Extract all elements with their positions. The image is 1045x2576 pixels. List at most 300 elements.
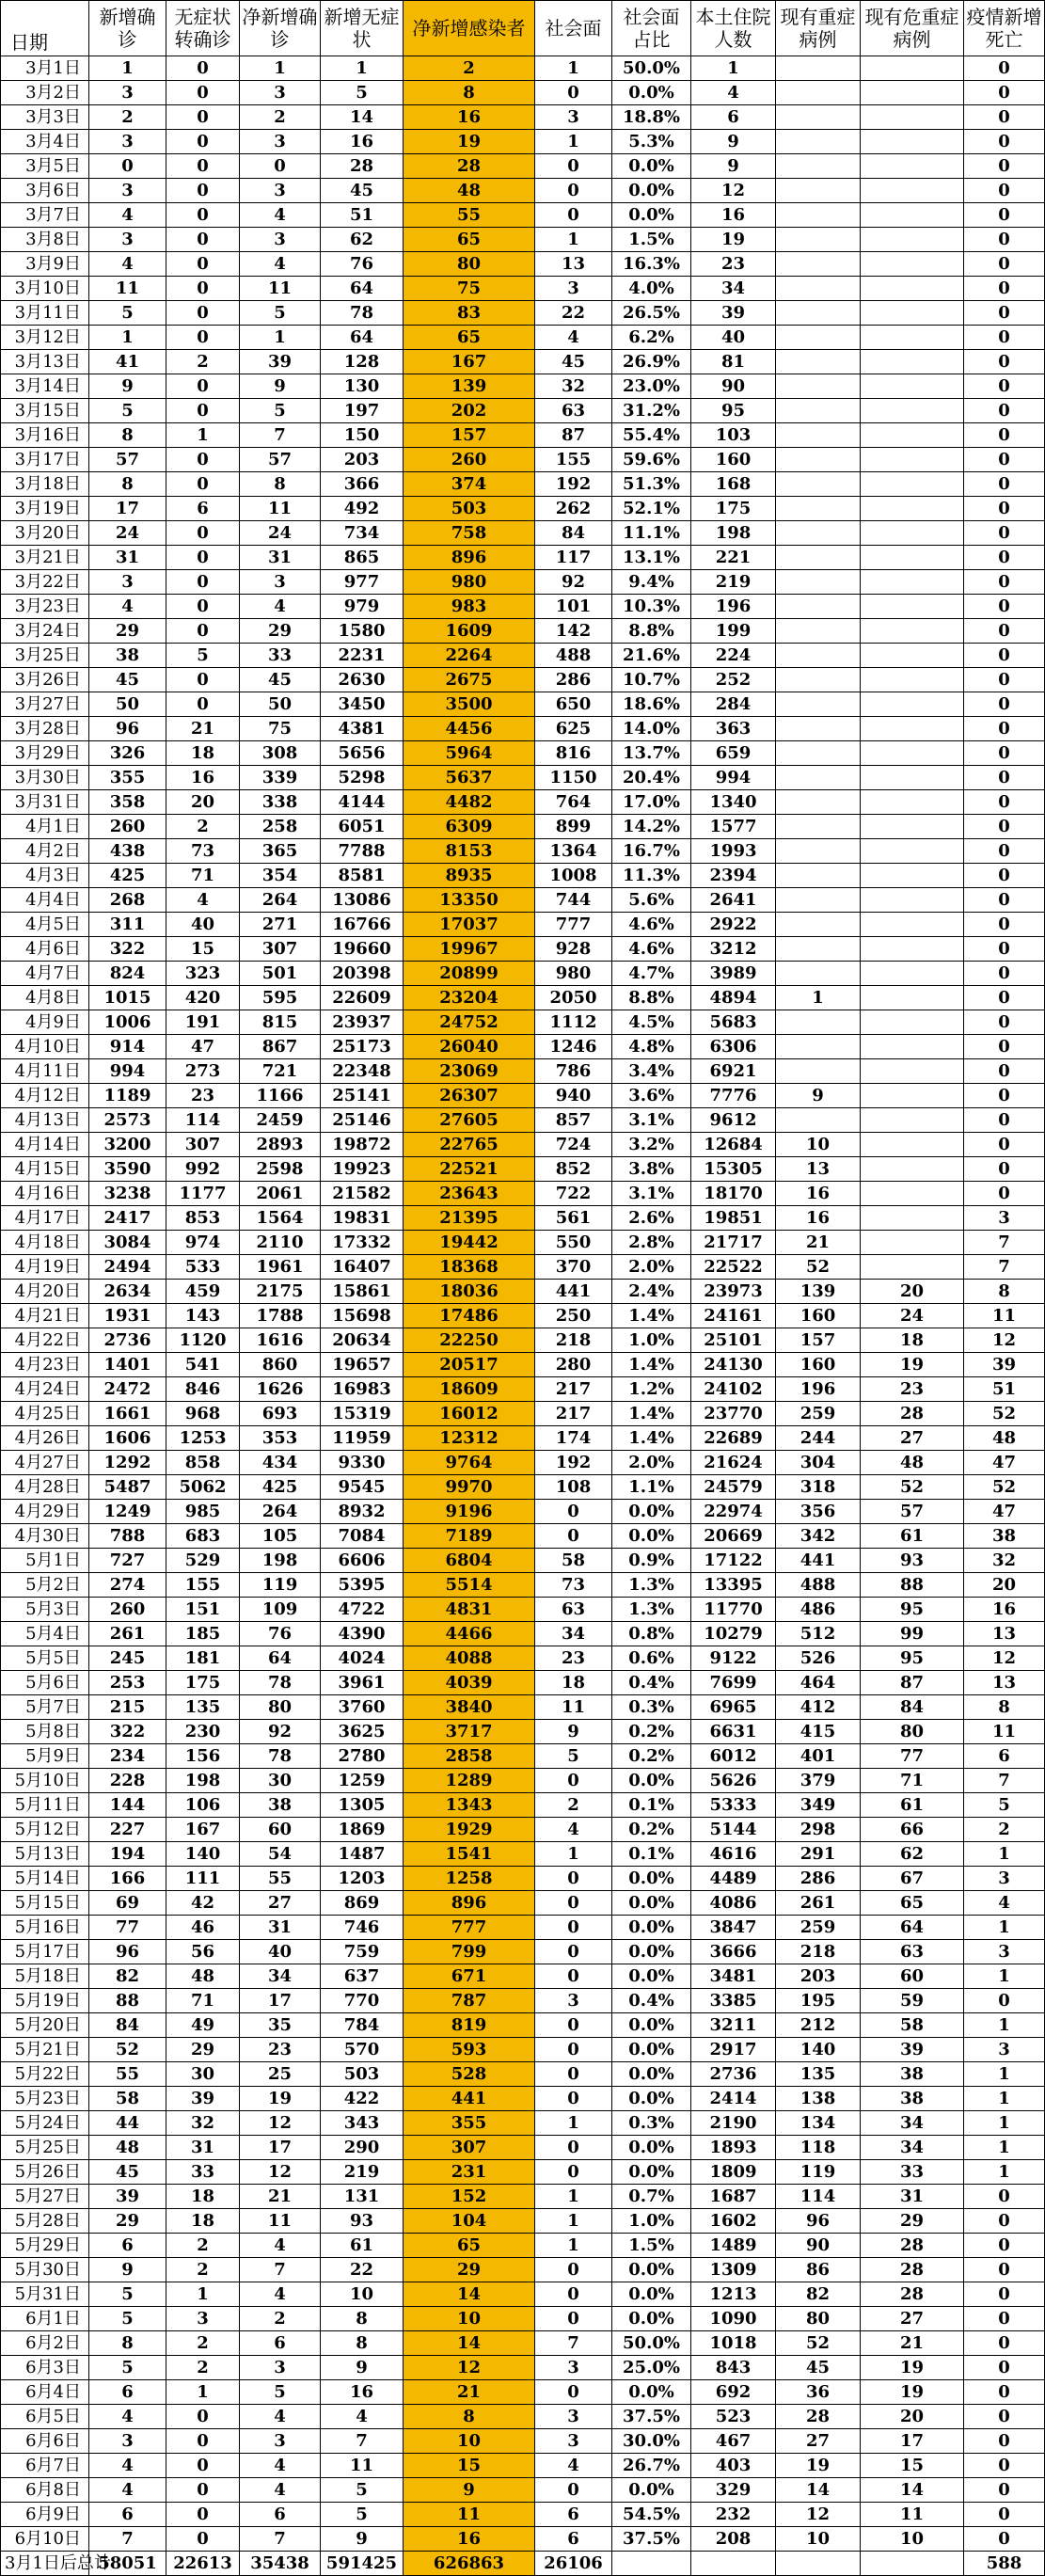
- cell-date: 4月1日: [1, 815, 89, 839]
- cell-severe-cases: [776, 423, 861, 448]
- cell-net-new-confirmed: 258: [240, 815, 321, 839]
- cell-community-ratio: 0.0%: [612, 1964, 691, 1989]
- cell-new-confirmed: 96: [89, 717, 166, 741]
- cell-new-asymptomatic: 3961: [321, 1671, 404, 1695]
- header-critical-cases: 现有危重症病例: [861, 1, 964, 56]
- cell-local-hospitalized: 81: [691, 350, 776, 374]
- cell-date: 4月11日: [1, 1059, 89, 1084]
- cell-new-asymptomatic: 4381: [321, 717, 404, 741]
- cell-local-hospitalized: 3481: [691, 1964, 776, 1989]
- cell-community: 26106: [535, 2552, 612, 2576]
- cell-community-ratio: 21.6%: [612, 644, 691, 668]
- cell-severe-cases: [776, 1108, 861, 1133]
- table-row: [1, 692, 1045, 717]
- cell-date: 4月15日: [1, 1157, 89, 1182]
- cell-net-new-infections: 157: [404, 423, 535, 448]
- cell-new-confirmed: 3: [89, 570, 166, 595]
- cell-community: 1112: [535, 1010, 612, 1035]
- cell-critical-cases: [861, 179, 964, 203]
- cell-net-new-infections: 4456: [404, 717, 535, 741]
- cell-new-asymptomatic: 784: [321, 2013, 404, 2038]
- cell-new-confirmed: 39: [89, 2185, 166, 2209]
- cell-severe-cases: [776, 56, 861, 81]
- cell-net-new-infections: 5637: [404, 766, 535, 790]
- cell-local-hospitalized: 19: [691, 228, 776, 252]
- cell-local-hospitalized: 103: [691, 423, 776, 448]
- cell-new-asymptomatic: 16: [321, 2380, 404, 2405]
- cell-new-deaths: 13: [964, 1622, 1045, 1646]
- cell-community: 117: [535, 546, 612, 570]
- cell-net-new-infections: 8153: [404, 839, 535, 864]
- cell-new-asymptomatic: 203: [321, 448, 404, 472]
- cell-new-asymptomatic: 16: [321, 130, 404, 154]
- cell-net-new-infections: 22765: [404, 1133, 535, 1157]
- cell-critical-cases: 80: [861, 1720, 964, 1744]
- cell-asymptomatic-to-confirmed: 0: [166, 619, 240, 644]
- cell-new-deaths: 0: [964, 277, 1045, 301]
- header-net-new-confirmed: 净新增确诊: [240, 1, 321, 56]
- cell-severe-cases: 157: [776, 1328, 861, 1353]
- cell-local-hospitalized: 24579: [691, 1475, 776, 1500]
- cell-new-confirmed: 227: [89, 1818, 166, 1842]
- table-row: [1, 1769, 1045, 1793]
- cell-severe-cases: 45: [776, 2356, 861, 2380]
- cell-new-deaths: 38: [964, 1524, 1045, 1549]
- cell-critical-cases: 77: [861, 1744, 964, 1769]
- cell-date: 5月3日: [1, 1598, 89, 1622]
- cell-community: 34: [535, 1622, 612, 1646]
- cell-asymptomatic-to-confirmed: 968: [166, 1402, 240, 1426]
- cell-new-deaths: 0: [964, 1108, 1045, 1133]
- cell-critical-cases: [861, 56, 964, 81]
- cell-critical-cases: [861, 644, 964, 668]
- cell-net-new-infections: 75: [404, 277, 535, 301]
- cell-severe-cases: 52: [776, 1255, 861, 1280]
- cell-critical-cases: 48: [861, 1451, 964, 1475]
- cell-new-confirmed: 261: [89, 1622, 166, 1646]
- cell-net-new-confirmed: 4: [240, 203, 321, 228]
- cell-asymptomatic-to-confirmed: 0: [166, 56, 240, 81]
- cell-net-new-confirmed: 40: [240, 1940, 321, 1964]
- cell-new-asymptomatic: 51: [321, 203, 404, 228]
- cell-new-deaths: 7: [964, 1231, 1045, 1255]
- cell-net-new-confirmed: 4: [240, 252, 321, 277]
- table-row: [1, 301, 1045, 326]
- cell-asymptomatic-to-confirmed: 0: [166, 203, 240, 228]
- cell-local-hospitalized: 2736: [691, 2062, 776, 2087]
- cell-net-new-confirmed: 4: [240, 2234, 321, 2258]
- cell-new-confirmed: 355: [89, 766, 166, 790]
- cell-community-ratio: 16.3%: [612, 252, 691, 277]
- cell-community-ratio: 50.0%: [612, 2331, 691, 2356]
- cell-new-asymptomatic: 19660: [321, 937, 404, 962]
- cell-net-new-confirmed: 1788: [240, 1304, 321, 1328]
- cell-date: 3月5日: [1, 154, 89, 179]
- cell-severe-cases: 140: [776, 2038, 861, 2062]
- cell-date: 3月23日: [1, 595, 89, 619]
- cell-new-confirmed: 6: [89, 2380, 166, 2405]
- cell-date: 4月24日: [1, 1377, 89, 1402]
- cell-date: 4月27日: [1, 1451, 89, 1475]
- cell-new-deaths: 1: [964, 2062, 1045, 2087]
- cell-new-confirmed: 3200: [89, 1133, 166, 1157]
- table-row: [1, 56, 1045, 81]
- cell-net-new-infections: 1343: [404, 1793, 535, 1818]
- cell-new-confirmed: 48: [89, 2136, 166, 2160]
- cell-net-new-infections: 983: [404, 595, 535, 619]
- cell-new-asymptomatic: 11: [321, 2454, 404, 2478]
- cell-net-new-infections: 10: [404, 2307, 535, 2331]
- table-row: [1, 2234, 1045, 2258]
- cell-community-ratio: 54.5%: [612, 2503, 691, 2527]
- cell-community: 192: [535, 472, 612, 497]
- cell-net-new-confirmed: 353: [240, 1426, 321, 1451]
- cell-critical-cases: 18: [861, 1328, 964, 1353]
- table-row: [1, 1793, 1045, 1818]
- cell-asymptomatic-to-confirmed: 2: [166, 815, 240, 839]
- cell-net-new-infections: 12: [404, 2356, 535, 2380]
- cell-asymptomatic-to-confirmed: 846: [166, 1377, 240, 1402]
- cell-local-hospitalized: 3989: [691, 962, 776, 986]
- cell-net-new-infections: 152: [404, 2185, 535, 2209]
- cell-new-confirmed: 5: [89, 2282, 166, 2307]
- cell-new-confirmed: 274: [89, 1573, 166, 1598]
- cell-new-asymptomatic: 1305: [321, 1793, 404, 1818]
- cell-new-asymptomatic: 3760: [321, 1695, 404, 1720]
- cell-community: 1364: [535, 839, 612, 864]
- cell-new-asymptomatic: 5656: [321, 741, 404, 766]
- cell-new-confirmed: 2472: [89, 1377, 166, 1402]
- cell-net-new-confirmed: 45: [240, 668, 321, 692]
- cell-new-confirmed: 9: [89, 2258, 166, 2282]
- cell-net-new-confirmed: 64: [240, 1646, 321, 1671]
- cell-community: 441: [535, 1280, 612, 1304]
- cell-asymptomatic-to-confirmed: 156: [166, 1744, 240, 1769]
- cell-critical-cases: 61: [861, 1793, 964, 1818]
- cell-date: 3月26日: [1, 668, 89, 692]
- cell-net-new-confirmed: 693: [240, 1402, 321, 1426]
- cell-new-asymptomatic: 8581: [321, 864, 404, 888]
- cell-asymptomatic-to-confirmed: 0: [166, 2405, 240, 2429]
- cell-community: 32: [535, 374, 612, 399]
- cell-new-confirmed: 2736: [89, 1328, 166, 1353]
- cell-new-confirmed: 45: [89, 668, 166, 692]
- cell-date: 3月14日: [1, 374, 89, 399]
- cell-net-new-confirmed: 27: [240, 1891, 321, 1916]
- table-row: [1, 1475, 1045, 1500]
- cell-date: 5月17日: [1, 1940, 89, 1964]
- cell-new-confirmed: 824: [89, 962, 166, 986]
- cell-new-confirmed: 2494: [89, 1255, 166, 1280]
- cell-severe-cases: [776, 448, 861, 472]
- cell-new-asymptomatic: 366: [321, 472, 404, 497]
- cell-severe-cases: [776, 228, 861, 252]
- cell-net-new-confirmed: 92: [240, 1720, 321, 1744]
- cell-local-hospitalized: 5144: [691, 1818, 776, 1842]
- cell-critical-cases: 63: [861, 1940, 964, 1964]
- cell-severe-cases: [776, 521, 861, 546]
- cell-community-ratio: 3.2%: [612, 1133, 691, 1157]
- cell-net-new-confirmed: 9: [240, 374, 321, 399]
- cell-new-confirmed: 260: [89, 1598, 166, 1622]
- cell-asymptomatic-to-confirmed: 529: [166, 1549, 240, 1573]
- cell-new-asymptomatic: 9545: [321, 1475, 404, 1500]
- table-row: [1, 644, 1045, 668]
- cell-community-ratio: 59.6%: [612, 448, 691, 472]
- cell-new-asymptomatic: 22609: [321, 986, 404, 1010]
- cell-community: 786: [535, 1059, 612, 1084]
- cell-new-deaths: 0: [964, 301, 1045, 326]
- cell-severe-cases: 286: [776, 1867, 861, 1891]
- cell-net-new-confirmed: 3: [240, 228, 321, 252]
- cell-net-new-confirmed: 3: [240, 570, 321, 595]
- cell-asymptomatic-to-confirmed: 2: [166, 2258, 240, 2282]
- cell-local-hospitalized: 659: [691, 741, 776, 766]
- table-row: [1, 1059, 1045, 1084]
- cell-net-new-confirmed: 2061: [240, 1182, 321, 1206]
- cell-net-new-infections: 528: [404, 2062, 535, 2087]
- table-row: [1, 105, 1045, 130]
- cell-community-ratio: 4.5%: [612, 1010, 691, 1035]
- table-row: [1, 2062, 1045, 2087]
- table-row: [1, 1451, 1045, 1475]
- table-row: [1, 619, 1045, 644]
- header-date: 日期: [1, 1, 89, 56]
- header-community: 社会面: [535, 1, 612, 56]
- cell-asymptomatic-to-confirmed: 33: [166, 2160, 240, 2185]
- cell-asymptomatic-to-confirmed: 459: [166, 1280, 240, 1304]
- cell-severe-cases: 160: [776, 1353, 861, 1377]
- cell-date: 3月4日: [1, 130, 89, 154]
- cell-critical-cases: 88: [861, 1573, 964, 1598]
- cell-date: 4月3日: [1, 864, 89, 888]
- table-row: [1, 2527, 1045, 2552]
- cell-community: 73: [535, 1573, 612, 1598]
- table-row: [1, 1524, 1045, 1549]
- cell-net-new-infections: 2: [404, 56, 535, 81]
- cell-severe-cases: 318: [776, 1475, 861, 1500]
- cell-net-new-confirmed: 815: [240, 1010, 321, 1035]
- cell-date: 5月28日: [1, 2209, 89, 2234]
- cell-new-deaths: 1: [964, 1842, 1045, 1867]
- cell-new-confirmed: 166: [89, 1867, 166, 1891]
- cell-community: 0: [535, 1500, 612, 1524]
- table-row: [1, 2405, 1045, 2429]
- cell-community: 3: [535, 1989, 612, 2013]
- cell-community-ratio: 0.0%: [612, 2038, 691, 2062]
- cell-new-asymptomatic: 5395: [321, 1573, 404, 1598]
- cell-community-ratio: 1.0%: [612, 1328, 691, 1353]
- cell-net-new-infections: 18368: [404, 1255, 535, 1280]
- cell-local-hospitalized: 21717: [691, 1231, 776, 1255]
- cell-severe-cases: 160: [776, 1304, 861, 1328]
- cell-net-new-confirmed: 50: [240, 692, 321, 717]
- cell-new-confirmed: 2634: [89, 1280, 166, 1304]
- cell-new-confirmed: 5487: [89, 1475, 166, 1500]
- cell-new-deaths: 0: [964, 1157, 1045, 1182]
- cell-new-confirmed: 228: [89, 1769, 166, 1793]
- table-row: [1, 1255, 1045, 1280]
- cell-community: 286: [535, 668, 612, 692]
- cell-new-confirmed: 358: [89, 790, 166, 815]
- cell-community: 217: [535, 1377, 612, 1402]
- cell-local-hospitalized: 175: [691, 497, 776, 521]
- cell-new-confirmed: 69: [89, 1891, 166, 1916]
- table-row: [1, 1353, 1045, 1377]
- cell-date: 5月13日: [1, 1842, 89, 1867]
- cell-asymptomatic-to-confirmed: 49: [166, 2013, 240, 2038]
- cell-community-ratio: 1.5%: [612, 228, 691, 252]
- cell-local-hospitalized: 6: [691, 105, 776, 130]
- cell-asymptomatic-to-confirmed: 992: [166, 1157, 240, 1182]
- table-row: [1, 154, 1045, 179]
- cell-community-ratio: 0.2%: [612, 1818, 691, 1842]
- cell-community: 0: [535, 2038, 612, 2062]
- table-row: [1, 1695, 1045, 1720]
- cell-new-asymptomatic: 6606: [321, 1549, 404, 1573]
- cell-new-deaths: 0: [964, 521, 1045, 546]
- cell-local-hospitalized: 3212: [691, 937, 776, 962]
- cell-net-new-infections: 593: [404, 2038, 535, 2062]
- cell-new-confirmed: 144: [89, 1793, 166, 1818]
- cell-new-deaths: 0: [964, 472, 1045, 497]
- cell-local-hospitalized: 1489: [691, 2234, 776, 2258]
- cell-net-new-infections: 9764: [404, 1451, 535, 1475]
- cell-net-new-confirmed: 11: [240, 2209, 321, 2234]
- cell-local-hospitalized: 329: [691, 2478, 776, 2503]
- cell-asymptomatic-to-confirmed: 73: [166, 839, 240, 864]
- cell-net-new-confirmed: 75: [240, 717, 321, 741]
- cell-new-deaths: 0: [964, 179, 1045, 203]
- cell-severe-cases: 52: [776, 2331, 861, 2356]
- table-row: [1, 815, 1045, 839]
- cell-community: 13: [535, 252, 612, 277]
- cell-severe-cases: 36: [776, 2380, 861, 2405]
- table-row: [1, 1133, 1045, 1157]
- cell-net-new-confirmed: 76: [240, 1622, 321, 1646]
- cell-new-deaths: 0: [964, 2429, 1045, 2454]
- cell-net-new-confirmed: 3: [240, 2429, 321, 2454]
- cell-new-deaths: 3: [964, 1867, 1045, 1891]
- table-row: [1, 472, 1045, 497]
- cell-date: 6月4日: [1, 2380, 89, 2405]
- cell-severe-cases: 1: [776, 986, 861, 1010]
- cell-severe-cases: 14: [776, 2478, 861, 2503]
- cell-new-deaths: 52: [964, 1475, 1045, 1500]
- cell-new-asymptomatic: 6051: [321, 815, 404, 839]
- cell-local-hospitalized: 17122: [691, 1549, 776, 1573]
- cell-community-ratio: 8.8%: [612, 986, 691, 1010]
- cell-date: 5月4日: [1, 1622, 89, 1646]
- cell-net-new-infections: 758: [404, 521, 535, 546]
- cell-new-confirmed: 253: [89, 1671, 166, 1695]
- header-new-asymptomatic: 新增无症状: [321, 1, 404, 56]
- cell-net-new-confirmed: 25: [240, 2062, 321, 2087]
- cell-critical-cases: [861, 326, 964, 350]
- cell-community-ratio: 1.1%: [612, 1475, 691, 1500]
- cell-new-confirmed: 1015: [89, 986, 166, 1010]
- cell-community-ratio: 18.8%: [612, 105, 691, 130]
- cell-net-new-infections: 10: [404, 2429, 535, 2454]
- cell-net-new-infections: 23643: [404, 1182, 535, 1206]
- cell-asymptomatic-to-confirmed: 1253: [166, 1426, 240, 1451]
- cell-new-confirmed: 4: [89, 2478, 166, 2503]
- cell-asymptomatic-to-confirmed: 0: [166, 374, 240, 399]
- cell-local-hospitalized: 2917: [691, 2038, 776, 2062]
- cell-local-hospitalized: 252: [691, 668, 776, 692]
- cell-community: 650: [535, 692, 612, 717]
- cell-local-hospitalized: 1018: [691, 2331, 776, 2356]
- cell-date: 6月3日: [1, 2356, 89, 2380]
- cell-net-new-infections: 26307: [404, 1084, 535, 1108]
- cell-new-deaths: 0: [964, 766, 1045, 790]
- cell-new-asymptomatic: 128: [321, 350, 404, 374]
- cell-community-ratio: 0.0%: [612, 179, 691, 203]
- cell-asymptomatic-to-confirmed: 46: [166, 1916, 240, 1940]
- cell-asymptomatic-to-confirmed: 32: [166, 2111, 240, 2136]
- cell-new-deaths: 0: [964, 2478, 1045, 2503]
- cell-critical-cases: [861, 228, 964, 252]
- cell-asymptomatic-to-confirmed: 2: [166, 2331, 240, 2356]
- cell-new-confirmed: 914: [89, 1035, 166, 1059]
- table-row: [1, 1964, 1045, 1989]
- cell-new-asymptomatic: 1259: [321, 1769, 404, 1793]
- cell-date: 4月20日: [1, 1280, 89, 1304]
- cell-net-new-confirmed: 7: [240, 2527, 321, 2552]
- cell-community: 1: [535, 1842, 612, 1867]
- cell-community: 550: [535, 1231, 612, 1255]
- table-row: [1, 2356, 1045, 2380]
- cell-asymptomatic-to-confirmed: 135: [166, 1695, 240, 1720]
- cell-local-hospitalized: 20669: [691, 1524, 776, 1549]
- cell-community-ratio: 1.0%: [612, 2209, 691, 2234]
- cell-asymptomatic-to-confirmed: 0: [166, 448, 240, 472]
- header-new-confirmed: 新增确诊: [89, 1, 166, 56]
- cell-community-ratio: 37.5%: [612, 2527, 691, 2552]
- cell-community-ratio: 20.4%: [612, 766, 691, 790]
- cell-community: 0: [535, 2087, 612, 2111]
- cell-severe-cases: 82: [776, 2282, 861, 2307]
- cell-critical-cases: [861, 472, 964, 497]
- cell-asymptomatic-to-confirmed: 0: [166, 472, 240, 497]
- cell-new-asymptomatic: 13086: [321, 888, 404, 913]
- cell-net-new-confirmed: 6: [240, 2331, 321, 2356]
- cell-date: 3月22日: [1, 570, 89, 595]
- cell-severe-cases: 9: [776, 1084, 861, 1108]
- cell-new-asymptomatic: 8: [321, 2307, 404, 2331]
- cell-new-confirmed: 41: [89, 350, 166, 374]
- cell-critical-cases: 28: [861, 2282, 964, 2307]
- cell-date: 4月23日: [1, 1353, 89, 1377]
- cell-community: 899: [535, 815, 612, 839]
- cell-critical-cases: 87: [861, 1671, 964, 1695]
- cell-critical-cases: [861, 888, 964, 913]
- cell-net-new-infections: 3500: [404, 692, 535, 717]
- cell-asymptomatic-to-confirmed: 0: [166, 2503, 240, 2527]
- cell-critical-cases: 52: [861, 1475, 964, 1500]
- cell-critical-cases: [861, 1231, 964, 1255]
- table-row: [1, 1206, 1045, 1231]
- cell-asymptomatic-to-confirmed: 71: [166, 864, 240, 888]
- cell-community: 0: [535, 81, 612, 105]
- cell-new-deaths: 16: [964, 1598, 1045, 1622]
- cell-community-ratio: 1.2%: [612, 1377, 691, 1402]
- cell-asymptomatic-to-confirmed: 71: [166, 1989, 240, 2013]
- table-row: [1, 986, 1045, 1010]
- cell-asymptomatic-to-confirmed: 420: [166, 986, 240, 1010]
- cell-new-confirmed: 3590: [89, 1157, 166, 1182]
- cell-new-asymptomatic: 759: [321, 1940, 404, 1964]
